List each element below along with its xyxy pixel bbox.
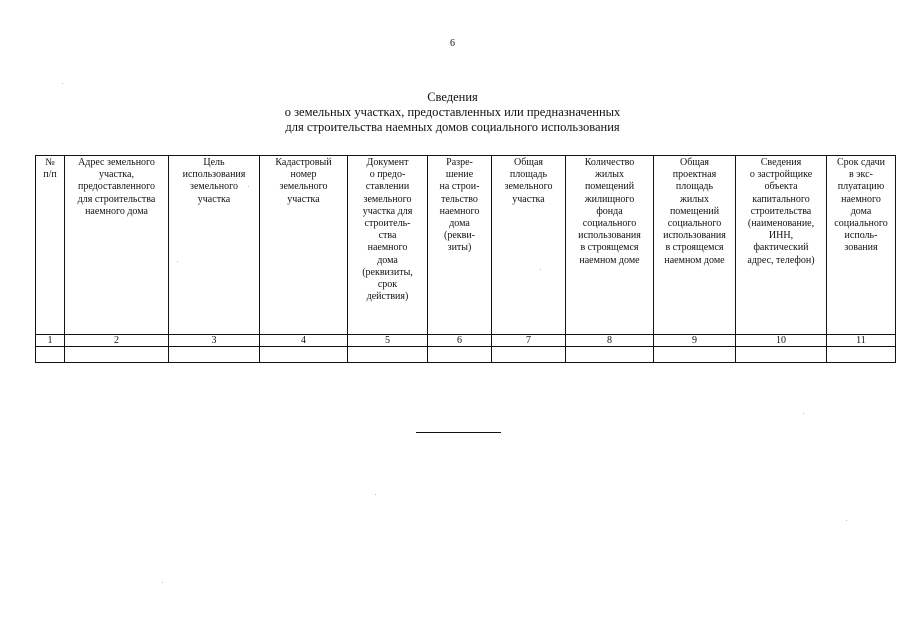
header-cell-grant-document: Документ о предо- ставлении земельного участка для строитель- ства наемного дома (реквизиты, срок действия) [348,156,428,335]
scan-speck [540,269,541,270]
header-cell-number: № п/п [36,156,65,335]
column-number: 2 [65,335,169,347]
column-number: 9 [654,335,736,347]
empty-data-row [36,347,896,363]
header-cell-building-permit: Разре- шение на строи- тельство наемного дома (рекви- зиты) [428,156,492,335]
footer-separator-line [416,432,501,433]
column-number: 8 [566,335,654,347]
scan-speck [846,520,847,521]
header-cell-completion-date: Срок сдачи в экс- плуатацию наемного дома социального исполь- зования [827,156,896,335]
empty-cell [36,347,65,363]
column-number: 11 [827,335,896,347]
scan-speck [177,261,178,262]
column-number: 1 [36,335,65,347]
column-number-row [36,335,896,347]
empty-cell [169,347,260,363]
scan-speck [375,494,376,495]
header-cell-plot-area: Общая площадь земельного участка [492,156,566,335]
title-heading: Сведения [427,90,478,104]
empty-cell [260,347,348,363]
header-cell-address: Адрес земельного участка, предоставленного для строительства наемного дома [65,156,169,335]
column-number: 5 [348,335,428,347]
empty-cell [827,347,896,363]
empty-cell [65,347,169,363]
header-cell-cadastral-number: Кадастровый номер земельного участка [260,156,348,335]
empty-cell [348,347,428,363]
empty-cell [492,347,566,363]
empty-cell [654,347,736,363]
scan-speck [162,582,163,583]
column-number: 4 [260,335,348,347]
column-number: 6 [428,335,492,347]
document-title [0,90,905,135]
column-number: 3 [169,335,260,347]
header-cell-purpose: Цель использования земельного участка [169,156,260,335]
header-cell-premises-count: Количество жилых помещений жилищного фонда социального использования в строящемся наемном доме [566,156,654,335]
empty-cell [566,347,654,363]
scan-speck [248,186,249,187]
empty-cell [736,347,827,363]
page-number: 6 [450,38,455,49]
title-subline-2: для строительства наемных домов социального использования [285,120,620,134]
land-plots-table [35,155,896,363]
empty-cell [428,347,492,363]
title-subline-1: о земельных участках, предоставленных или предназначенных [284,105,621,119]
scan-speck [803,413,804,414]
header-cell-premises-area: Общая проектная площадь жилых помещений социального использования в строящемся наемном доме [654,156,736,335]
header-cell-developer-info: Сведения о застройщике объекта капитального строительства (наименование, ИНН, фактический адрес, телефон) [736,156,827,335]
column-number: 10 [736,335,827,347]
column-number: 7 [492,335,566,347]
table-header-row [36,156,896,335]
scan-speck [62,83,63,84]
